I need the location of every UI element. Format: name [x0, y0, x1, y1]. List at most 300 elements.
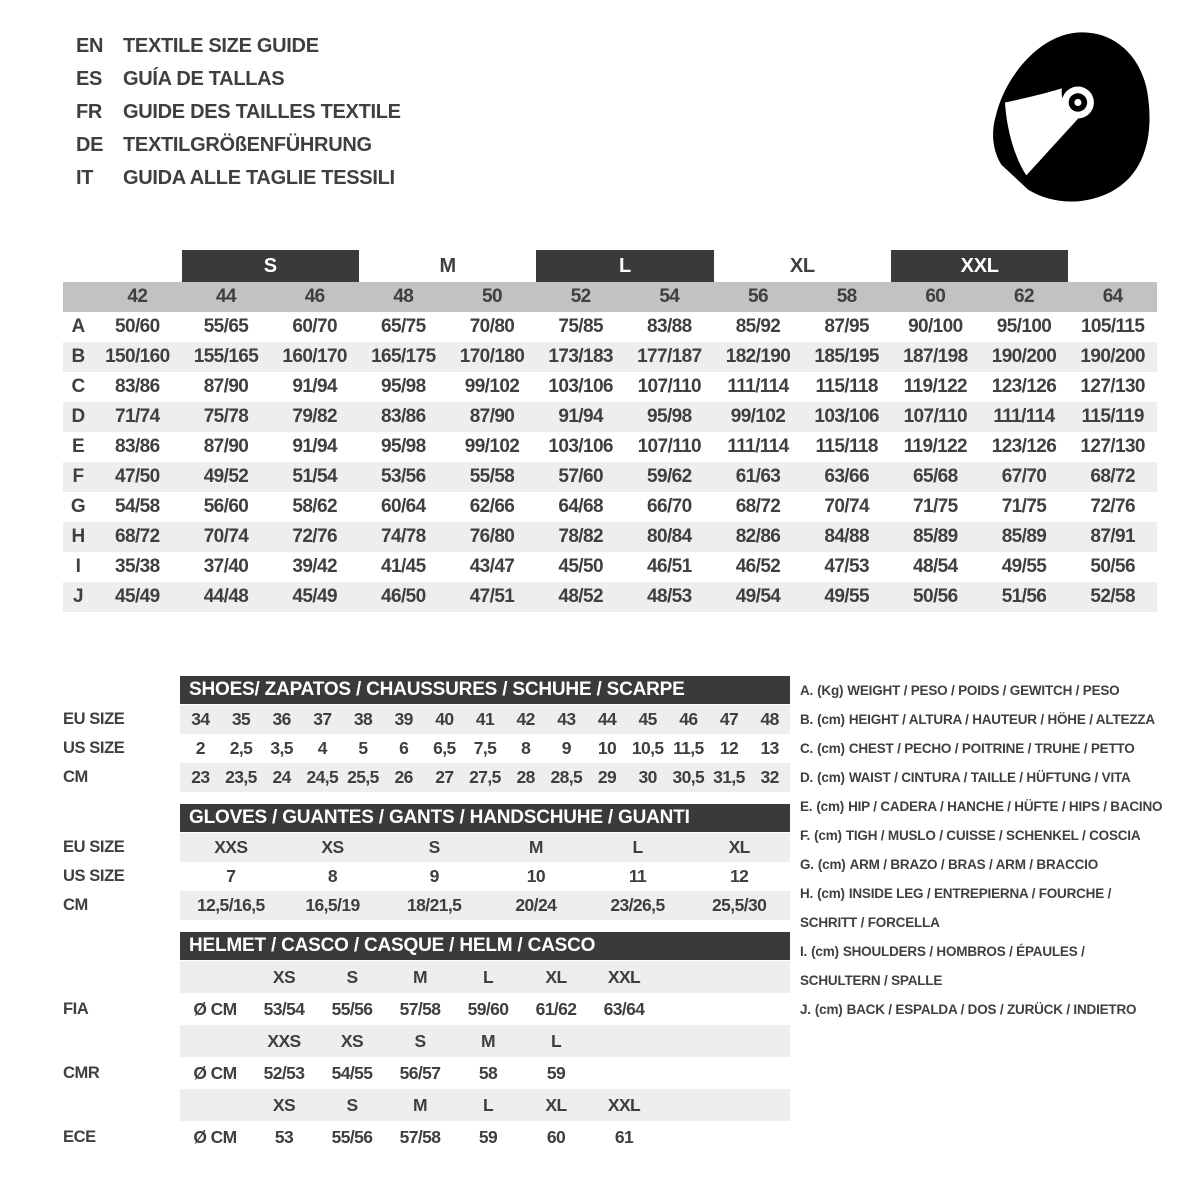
cell-value: 16,5/19 — [305, 895, 360, 915]
helmet-table-title: HELMET / CASCO / CASQUE / HELM / CASCO — [180, 932, 790, 960]
size-value: 43/47 — [469, 556, 515, 577]
cell-value: 2,5 — [229, 738, 253, 758]
size-value: 68/72 — [1090, 466, 1135, 487]
corner-spacer — [63, 282, 93, 312]
gloves-table-title: GLOVES / GUANTES / GANTS / HANDSCHUHE / GUANTI — [180, 804, 790, 832]
size-value: 49/55 — [1001, 556, 1047, 577]
legend-line — [800, 850, 1180, 879]
language-title: GUÍA DE TALLAS — [123, 68, 285, 90]
measure-row-h — [63, 522, 1157, 552]
helmet-size: M — [413, 966, 427, 987]
legend-line — [800, 995, 1180, 1024]
size-value: 87/90 — [203, 436, 249, 457]
unit-cell: Ø CM — [193, 998, 237, 1019]
cell-value: 11 — [628, 866, 647, 886]
size-value: 87/95 — [824, 316, 869, 337]
legend-key: J. — [800, 1002, 811, 1017]
size-value: 63/66 — [824, 466, 869, 487]
helmet-sizes — [180, 1025, 790, 1057]
size-number-row — [63, 282, 1157, 312]
row-label: ECE — [63, 1127, 96, 1146]
language-row — [76, 30, 401, 63]
size-value: 39/42 — [292, 556, 337, 577]
size-column-header: 60 — [925, 286, 946, 307]
size-value: 56/60 — [203, 496, 249, 517]
size-value: 51/54 — [292, 466, 337, 487]
row-values — [180, 734, 790, 763]
legend-unit: (cm) — [817, 741, 845, 756]
size-value: 46/51 — [647, 556, 692, 577]
size-value: 46/52 — [735, 556, 781, 577]
measurement-legend — [800, 676, 1180, 1024]
legend-text: BACK / ESPALDA / DOS / ZURÜCK / INDIETRO — [846, 1002, 1137, 1017]
cell-value: 43 — [557, 709, 576, 729]
legend-key: E. — [800, 799, 813, 814]
legend-line — [800, 676, 1180, 705]
size-value: 47/50 — [115, 466, 160, 487]
size-value: 70/80 — [469, 316, 515, 337]
helmet-values-row — [63, 1057, 790, 1089]
size-value: 170/180 — [459, 346, 525, 367]
row-values — [180, 862, 790, 891]
helmet-size: XL — [545, 1094, 567, 1115]
size-value: 65/68 — [913, 466, 958, 487]
legend-text: WEIGHT / PESO / POIDS / GEWITCH / PESO — [847, 683, 1120, 698]
cell-value: 10 — [597, 738, 617, 758]
legend-text: WAIST / CINTURA / TAILLE / HÜFTUNG / VITA — [848, 770, 1131, 785]
helmet-values — [180, 1121, 790, 1153]
helmet-value: 53 — [274, 1126, 294, 1147]
size-value: 37/40 — [203, 556, 249, 577]
size-value: 111/114 — [727, 436, 789, 457]
cell-value: XL — [728, 837, 750, 857]
size-value: 66/70 — [647, 496, 692, 517]
cell-value: 24 — [272, 767, 291, 787]
cell-value: S — [428, 837, 440, 857]
size-value: 52/58 — [1090, 586, 1135, 607]
size-value: 72/76 — [1090, 496, 1135, 517]
size-value: 115/118 — [815, 436, 878, 457]
cell-value: 31,5 — [713, 767, 745, 787]
legend-text: HEIGHT / ALTURA / HAUTEUR / HÖHE / ALTEZZA — [848, 712, 1155, 727]
helmet-value: 63/64 — [603, 998, 645, 1019]
legend-unit: (cm) — [811, 944, 839, 959]
legend-key: B. — [800, 712, 814, 727]
row-label-spacer — [63, 1025, 180, 1057]
size-column-header: 46 — [304, 286, 325, 307]
table-row — [63, 862, 790, 891]
helmet-value: 57/58 — [399, 1126, 441, 1147]
legend-line — [800, 937, 1180, 966]
size-value: 119/122 — [903, 436, 968, 457]
measure-row-a — [63, 312, 1157, 342]
helmet-values — [180, 993, 790, 1025]
size-value: 115/118 — [815, 376, 878, 397]
row-label: CMR — [63, 1063, 100, 1082]
language-title: TEXTILE SIZE GUIDE — [123, 35, 319, 57]
language-title: GUIDA ALLE TAGLIE TESSILI — [123, 167, 395, 189]
size-value: 87/91 — [1090, 526, 1135, 547]
language-code: EN — [76, 35, 104, 57]
size-band-xl: XL — [789, 254, 815, 277]
helmet-value: 59/60 — [467, 998, 509, 1019]
helmet-value: 53/54 — [263, 998, 305, 1019]
measure-row-b — [63, 342, 1157, 372]
size-value: 45/50 — [558, 556, 603, 577]
language-code: FR — [76, 101, 103, 123]
size-value: 67/70 — [1001, 466, 1047, 487]
helmet-size: S — [346, 966, 358, 987]
legend-item — [800, 763, 1180, 792]
size-column-header: 54 — [659, 286, 680, 307]
measure-row-j — [63, 582, 1157, 612]
size-value: 57/60 — [558, 466, 603, 487]
size-value: 107/110 — [637, 436, 702, 457]
shoes-table — [63, 676, 790, 792]
size-value: 76/80 — [469, 526, 515, 547]
measure-row-f — [63, 462, 1157, 492]
size-value: 68/72 — [735, 496, 781, 517]
legend-text: HIP / CADERA / HANCHE / HÜFTE / HIPS / BACINO — [848, 799, 1163, 814]
cell-value: 23,5 — [225, 767, 257, 787]
legend-item — [800, 821, 1180, 850]
legend-item — [800, 705, 1180, 734]
size-value: 91/94 — [558, 406, 603, 427]
cell-value: 25,5 — [347, 767, 379, 787]
language-title-list — [76, 30, 401, 195]
size-value: 107/110 — [903, 406, 968, 427]
row-label: EU SIZE — [63, 710, 125, 728]
helmet-value: 60 — [546, 1126, 566, 1147]
legend-line-2: SCHRITT / FORCELLA — [800, 915, 940, 930]
legend-text: CHEST / PECHO / POITRINE / TRUHE / PETTO — [848, 741, 1135, 756]
cell-value: 29 — [597, 767, 617, 787]
size-value: 55/65 — [203, 316, 249, 337]
size-value: 111/114 — [993, 406, 1055, 427]
language-title: GUIDE DES TAILLES TEXTILE — [123, 101, 401, 123]
legend-line — [800, 734, 1180, 763]
size-value: 160/170 — [282, 346, 347, 367]
legend-text: INSIDE LEG / ENTREPIERNA / FOURCHE / — [848, 886, 1112, 901]
helmet-value: 57/58 — [399, 998, 441, 1019]
size-value: 127/130 — [1080, 376, 1145, 397]
helmet-value: 56/57 — [399, 1062, 441, 1083]
size-value: 90/100 — [908, 316, 963, 337]
size-value: 182/190 — [725, 346, 791, 367]
size-value: 41/45 — [381, 556, 426, 577]
cell-value: 23 — [191, 767, 210, 787]
size-band-xxl: XXL — [891, 250, 1068, 282]
cell-value: 48 — [760, 709, 779, 729]
cell-value: 18/21,5 — [407, 895, 462, 915]
language-row — [76, 96, 401, 129]
cell-value: 9 — [561, 738, 571, 758]
size-value: 45/49 — [292, 586, 337, 607]
shoes-table-rows — [63, 705, 790, 792]
size-value: 49/55 — [824, 586, 869, 607]
size-value: 99/102 — [730, 406, 786, 427]
size-value: 71/75 — [1001, 496, 1047, 517]
shoes-title-row — [63, 676, 790, 705]
legend-unit: (cm) — [817, 712, 845, 727]
size-value: 50/56 — [913, 586, 958, 607]
legend-text: ARM / BRAZO / BRAS / ARM / BRACCIO — [849, 857, 1099, 872]
size-value: 91/94 — [292, 376, 337, 397]
size-value: 70/74 — [824, 496, 869, 517]
table-row — [63, 734, 790, 763]
unit-spacer — [180, 961, 250, 993]
measure-row-g — [63, 492, 1157, 522]
size-value: 107/110 — [637, 376, 702, 397]
size-value: 48/52 — [558, 586, 603, 607]
helmet-value: 54/55 — [331, 1062, 373, 1083]
size-value: 123/126 — [991, 376, 1057, 397]
legend-key: D. — [800, 770, 814, 785]
helmet-size: L — [482, 966, 494, 987]
size-column-header: 44 — [216, 286, 236, 307]
size-value: 44/48 — [203, 586, 249, 607]
helmet-size: XXL — [607, 966, 641, 987]
size-column-header: 52 — [570, 286, 591, 307]
helmet-size: XXL — [607, 1094, 641, 1115]
row-label-spacer — [63, 961, 180, 993]
language-code: DE — [76, 134, 104, 156]
helmet-size: S — [346, 1094, 358, 1115]
measure-row-e — [63, 432, 1157, 462]
legend-line — [800, 792, 1180, 821]
legend-item — [800, 995, 1180, 1024]
row-label-spacer — [63, 932, 180, 961]
cell-value: 8 — [327, 866, 338, 886]
helmet-values-row — [63, 993, 790, 1025]
helmet-sizes — [180, 961, 790, 993]
size-value: 123/126 — [991, 436, 1057, 457]
shoes-table-title: SHOES/ ZAPATOS / CHAUSSURES / SCHUHE / SCARPE — [180, 676, 790, 704]
cell-value: 38 — [353, 709, 373, 729]
size-value: 190/200 — [1080, 346, 1145, 367]
cell-value: 44 — [597, 709, 617, 729]
cell-value: 23/26,5 — [610, 895, 665, 915]
row-letter: E — [71, 436, 85, 457]
legend-line — [800, 763, 1180, 792]
legend-item — [800, 676, 1180, 705]
cell-value: 13 — [760, 738, 779, 758]
size-band-m: M — [439, 254, 456, 277]
cell-value: 9 — [429, 866, 439, 886]
cell-value: 34 — [191, 709, 210, 729]
size-value: 59/62 — [647, 466, 692, 487]
size-value: 83/86 — [115, 436, 160, 457]
size-value: 103/106 — [548, 436, 613, 457]
cell-value: 28 — [516, 767, 535, 787]
legend-key: H. — [800, 886, 814, 901]
size-value: 95/98 — [381, 376, 426, 397]
cell-value: 10 — [526, 866, 545, 886]
gloves-table-rows — [63, 833, 790, 920]
size-value: 54/58 — [115, 496, 160, 517]
size-value: 71/75 — [913, 496, 958, 517]
legend-item — [800, 734, 1180, 763]
cell-value: 37 — [313, 709, 332, 729]
size-value: 50/56 — [1090, 556, 1135, 577]
helmet-size: XL — [545, 966, 567, 987]
unit-cell: Ø CM — [193, 1126, 237, 1147]
cell-value: 27,5 — [469, 767, 501, 787]
size-value: 61/63 — [735, 466, 781, 487]
main-size-table — [63, 250, 1157, 612]
row-label: EU SIZE — [63, 838, 125, 856]
helmet-value: 61/62 — [535, 998, 577, 1019]
legend-key: A. — [800, 683, 814, 698]
size-value: 85/92 — [735, 316, 781, 337]
cell-value: 7,5 — [473, 738, 497, 758]
cell-value: 28,5 — [550, 767, 583, 787]
size-column-header: 56 — [748, 286, 768, 307]
size-value: 75/78 — [203, 406, 249, 427]
helmet-value: 58 — [478, 1062, 498, 1083]
helmet-size: XS — [340, 1030, 364, 1051]
helmet-size: L — [550, 1030, 562, 1051]
legend-key: C. — [800, 741, 814, 756]
size-value: 47/53 — [824, 556, 869, 577]
helmet-value: 59 — [546, 1062, 566, 1083]
helmet-value: 55/56 — [331, 1126, 373, 1147]
size-value: 95/98 — [381, 436, 426, 457]
size-value: 105/115 — [1080, 316, 1145, 337]
size-value: 85/89 — [913, 526, 958, 547]
size-value: 83/86 — [381, 406, 426, 427]
size-column-header: 62 — [1014, 286, 1034, 307]
row-letter: G — [70, 496, 86, 517]
cell-value: L — [632, 837, 643, 857]
cell-value: 47 — [719, 709, 739, 729]
unit-cell: Ø CM — [193, 1062, 237, 1083]
cell-value: 5 — [358, 738, 368, 758]
row-label-spacer — [63, 676, 180, 705]
size-value: 60/64 — [381, 496, 426, 517]
cell-value: XS — [321, 837, 344, 857]
size-value: 35/38 — [115, 556, 160, 577]
size-value: 91/94 — [292, 436, 337, 457]
language-code: IT — [76, 167, 94, 189]
helmet-table-rows — [63, 961, 790, 1153]
size-column-header: 50 — [482, 286, 502, 307]
helmet-sizes-row — [63, 961, 790, 993]
size-value: 47/51 — [469, 586, 515, 607]
legend-line — [800, 705, 1180, 734]
cell-value: 12 — [730, 866, 749, 886]
size-value: 51/56 — [1001, 586, 1047, 607]
size-value: 84/88 — [824, 526, 869, 547]
table-row — [63, 891, 790, 920]
size-value: 119/122 — [903, 376, 968, 397]
legend-unit: (cm) — [817, 770, 845, 785]
size-value: 79/82 — [292, 406, 337, 427]
cell-value: 41 — [475, 709, 495, 729]
row-letter: A — [71, 316, 85, 337]
row-values — [180, 891, 790, 920]
size-value: 65/75 — [381, 316, 426, 337]
table-row — [63, 833, 790, 862]
row-label: FIA — [63, 999, 89, 1018]
unit-spacer — [180, 1025, 250, 1057]
size-value: 64/68 — [558, 496, 603, 517]
size-value: 115/119 — [1081, 406, 1144, 427]
legend-unit: (cm) — [814, 828, 842, 843]
size-value: 49/54 — [735, 586, 781, 607]
size-band-s: S — [182, 250, 359, 282]
row-letter: I — [75, 556, 81, 577]
size-column-header: 42 — [127, 286, 148, 307]
size-value: 103/106 — [814, 406, 879, 427]
language-title: TEXTILGRÖßENFÜHRUNG — [123, 134, 372, 156]
measure-rows — [63, 312, 1157, 612]
cell-value: 11,5 — [672, 738, 704, 758]
size-value: 83/86 — [115, 376, 160, 397]
legend-line — [800, 821, 1180, 850]
size-column-header: 64 — [1102, 286, 1123, 307]
size-value: 82/86 — [735, 526, 781, 547]
size-value: 83/88 — [647, 316, 692, 337]
helmet-sizes-row — [63, 1025, 790, 1057]
cell-value: 30,5 — [672, 767, 705, 787]
size-value: 95/98 — [647, 406, 692, 427]
legend-line — [800, 879, 1180, 908]
size-value: 87/90 — [469, 406, 515, 427]
cell-value: 46 — [679, 709, 698, 729]
helmet-size: XS — [272, 966, 296, 987]
cell-value: 24,5 — [306, 767, 339, 787]
helmet-size: M — [481, 1030, 495, 1051]
legend-unit: (cm) — [817, 857, 846, 872]
row-values — [180, 705, 790, 734]
cell-value: XXS — [214, 837, 248, 857]
legend-unit: (cm) — [816, 799, 845, 814]
cell-value: 8 — [521, 738, 531, 758]
cell-value: 27 — [435, 767, 454, 787]
cell-value: 45 — [638, 709, 657, 729]
size-value: 85/89 — [1001, 526, 1047, 547]
language-row — [76, 162, 401, 195]
cell-value: 36 — [272, 709, 291, 729]
helmet-size: XS — [272, 1094, 296, 1115]
size-value: 190/200 — [991, 346, 1057, 367]
cell-value: 26 — [394, 767, 413, 787]
size-column-header: 58 — [836, 286, 857, 307]
row-values — [180, 763, 790, 792]
size-value: 71/74 — [115, 406, 160, 427]
row-letter: D — [71, 406, 85, 427]
legend-item — [800, 879, 1180, 937]
row-label-spacer — [63, 804, 180, 833]
size-value: 177/187 — [637, 346, 702, 367]
row-label: CM — [63, 768, 88, 786]
legend-unit: (cm) — [814, 1002, 843, 1017]
racing-helmet-icon — [980, 26, 1158, 211]
size-value: 95/100 — [996, 316, 1052, 337]
size-value: 68/72 — [115, 526, 160, 547]
size-value: 70/74 — [203, 526, 249, 547]
language-code: ES — [76, 68, 103, 90]
size-value: 55/58 — [469, 466, 515, 487]
size-value: 58/62 — [292, 496, 337, 517]
size-column-header: 48 — [393, 286, 414, 307]
row-letter: F — [72, 466, 84, 487]
helmet-size: S — [414, 1030, 426, 1051]
size-value: 75/85 — [558, 316, 603, 337]
helmet-table — [63, 932, 790, 1153]
cell-value: 12 — [719, 738, 739, 758]
